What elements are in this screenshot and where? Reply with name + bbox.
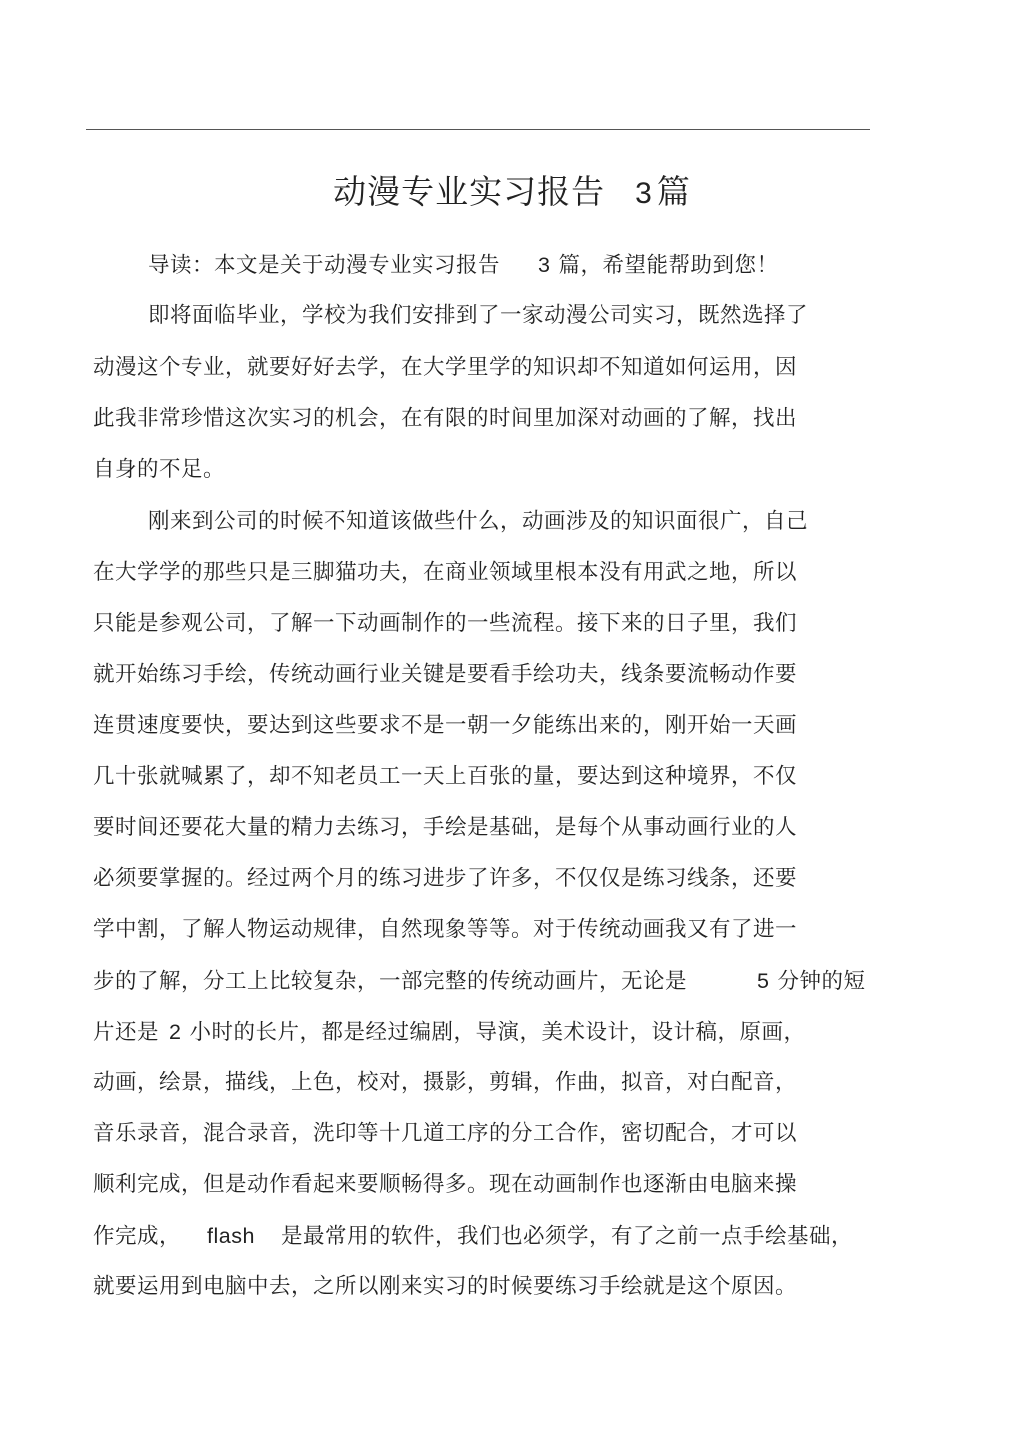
line-text: 动漫这个专业，就要好好去学，在大学里学的知识却不知道如何运用，因 [93, 355, 798, 380]
line-text: 必须要掌握的。经过两个月的练习进步了许多，不仅仅是练习线条，还要 [93, 866, 798, 891]
line-text: 动画，绘景，描线，上色，校对，摄影，剪辑，作曲，拟音，对白配音， [93, 1070, 798, 1095]
title-suffix: 篇 [656, 172, 691, 211]
line-text: 几十张就喊累了，却不知老员工一天上百张的量，要达到这种境界，不仅 [93, 764, 798, 789]
body-line [93, 1068, 797, 1098]
line-text: 作完成， [93, 1224, 182, 1249]
body-line [93, 966, 866, 997]
line-text: 在大学学的那些只是三脚猫功夫，在商业领域里根本没有用武之地，所以 [93, 560, 798, 585]
body-line [93, 762, 797, 792]
line-text: 即将面临毕业，学校为我们安排到了一家动漫公司实习，既然选择了 [148, 303, 809, 328]
body-line [148, 250, 779, 281]
body-line [93, 864, 797, 894]
body-line [93, 711, 797, 741]
line-text: 分钟的短 [777, 969, 866, 994]
body-line [93, 1017, 806, 1048]
line-text: 就要运用到电脑中去，之所以刚来实习的时候要练习手绘就是这个原因。 [93, 1274, 798, 1299]
document-title [0, 168, 1024, 218]
line-text: 是最常用的软件，我们也必须学，有了之前一点手绘基础， [280, 1224, 853, 1249]
line-text: 顺利完成，但是动作看起来要顺畅得多。现在动画制作也逐渐由电脑来操 [93, 1172, 798, 1197]
body-line [93, 353, 797, 383]
body-line [93, 404, 797, 434]
line-text: 刚来到公司的时候不知道该做些什么，动画涉及的知识面很广，自己 [148, 509, 809, 534]
body-line [93, 813, 797, 843]
header-rule [86, 129, 870, 130]
body-line [148, 301, 808, 331]
line-text: 篇，希望能帮助到您！ [558, 253, 779, 278]
title-text: 动漫专业实习报告 [333, 172, 606, 211]
body-line [93, 1119, 797, 1149]
line-text: 只能是参观公司，了解一下动画制作的一些流程。接下来的日子里，我们 [93, 611, 798, 636]
line-text: 2 [169, 1020, 182, 1044]
body-line [93, 915, 797, 945]
line-text: 学中割，了解人物运动规律，自然现象等等。对于传统动画我又有了进一 [93, 917, 798, 942]
body-line [93, 558, 797, 588]
body-line [93, 1221, 853, 1252]
line-text: 连贯速度要快，要达到这些要求不是一朝一夕能练出来的，刚开始一天画 [93, 713, 798, 738]
body-line [93, 1170, 797, 1200]
line-text: 此我非常珍惜这次实习的机会，在有限的时间里加深对动画的了解，找出 [93, 406, 798, 431]
body-line [93, 455, 225, 485]
body-line [93, 660, 797, 690]
line-text: 5 [757, 969, 770, 993]
line-text: flash [207, 1224, 255, 1248]
title-number: 3 [635, 177, 653, 210]
line-text: 要时间还要花大量的精力去练习，手绘是基础，是每个从事动画行业的人 [93, 815, 798, 840]
line-text: 自身的不足。 [93, 457, 226, 482]
body-line [93, 609, 797, 639]
line-text: 步的了解，分工上比较复杂，一部完整的传统动画片，无论是 [93, 969, 688, 994]
body-line [148, 507, 808, 537]
line-text: 就开始练习手绘，传统动画行业关键是要看手绘功夫，线条要流畅动作要 [93, 662, 798, 687]
line-text: 导读：本文是关于动漫专业实习报告 [148, 253, 501, 278]
line-text: 音乐录音，混合录音，洗印等十几道工序的分工合作，密切配合，才可以 [93, 1121, 798, 1146]
body-line [93, 1272, 797, 1302]
line-text: 3 [538, 253, 551, 277]
line-text: 片还是 [93, 1020, 160, 1045]
line-text: 小时的长片，都是经过编剧，导演，美术设计，设计稿，原画， [189, 1020, 806, 1045]
